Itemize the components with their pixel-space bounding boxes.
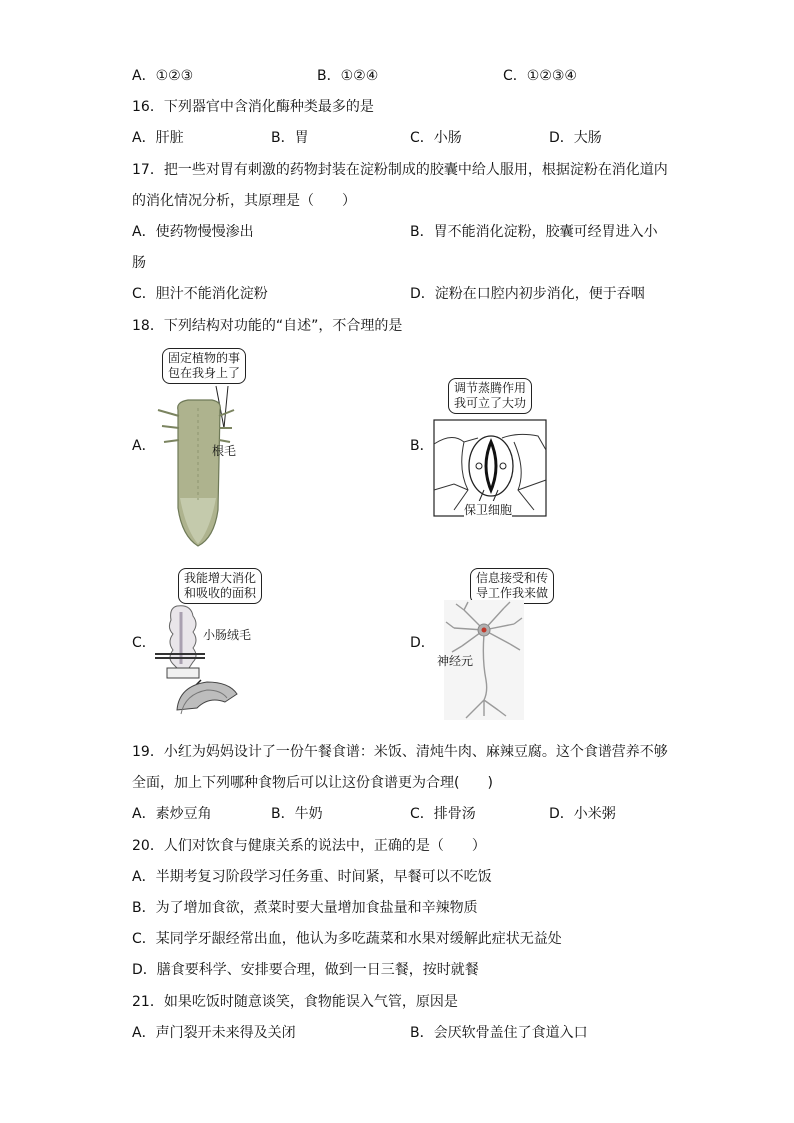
- q18-a-speech-bubble: [162, 348, 246, 384]
- q19-option-a[interactable]: A．素炒豆角: [132, 806, 212, 822]
- q18-d-speech-bubble: [470, 568, 554, 604]
- q20-stem: 20．人们对饮食与健康关系的说法中，正确的是（ ）: [132, 838, 486, 854]
- q18-option-a[interactable]: A．: [132, 438, 156, 454]
- q17-stem-line2: 的消化情况分析，其原理是（ ）: [132, 193, 356, 209]
- q18-c-bubble-line2: 和吸收的面积: [184, 586, 257, 600]
- q18-option-d[interactable]: D．: [410, 635, 435, 651]
- q20-option-b[interactable]: B．为了增加食欲，煮菜时要大量增加食盐量和辛辣物质: [132, 900, 478, 916]
- q16-option-a[interactable]: A．肝脏: [132, 130, 184, 146]
- villus-label: 小肠绒毛: [203, 628, 252, 642]
- q21-stem: 21．如果吃饭时随意谈笑，食物能误入气管，原因是: [132, 994, 458, 1010]
- q16-option-c[interactable]: C．小肠: [410, 130, 462, 146]
- q18-d-bubble-line2: 导工作我来做: [476, 586, 549, 600]
- q17-option-b[interactable]: B．胃不能消化淀粉，胶囊可经胃进入小: [410, 224, 658, 240]
- q19-stem-line1: 19．小红为妈妈设计了一份午餐食谱：米饭、清炖牛肉、麻辣豆腐。这个食谱营养不够: [132, 744, 668, 760]
- q21-option-a[interactable]: A．声门裂开未来得及关闭: [132, 1025, 296, 1041]
- q20-option-a[interactable]: A．半期考复习阶段学习任务重、时间紧，早餐可以不吃饭: [132, 869, 492, 885]
- q20-option-c[interactable]: C．某同学牙龈经常出血，他认为多吃蔬菜和水果对缓解此症状无益处: [132, 931, 562, 947]
- guard-cell-label: 保卫细胞: [464, 503, 513, 517]
- q18-a-bubble-line1: 固定植物的事: [168, 351, 241, 365]
- q18-b-speech-bubble: [448, 378, 532, 414]
- q18-c-bubble-line1: 我能增大消化: [184, 571, 257, 585]
- q19-option-b[interactable]: B．牛奶: [271, 806, 323, 822]
- neuron-label: 神经元: [437, 654, 474, 668]
- q18-option-b[interactable]: B．: [410, 438, 434, 454]
- q15-option-a[interactable]: A．①②③: [132, 68, 194, 84]
- q18-b-bubble-line1: 调节蒸腾作用: [454, 381, 527, 395]
- q19-option-c[interactable]: C．排骨汤: [410, 806, 476, 822]
- q19-option-d[interactable]: D．小米粥: [549, 806, 616, 822]
- q16-stem: 16．下列器官中含消化酶种类最多的是: [132, 99, 374, 115]
- q18-b-bubble-line2: 我可立了大功: [454, 396, 527, 410]
- q16-option-b[interactable]: B．胃: [271, 130, 309, 146]
- q18-option-c[interactable]: C．: [132, 635, 156, 651]
- q17-option-d[interactable]: D．淀粉在口腔内初步消化，便于吞咽: [410, 286, 645, 302]
- q17-option-b-wrap: 肠: [132, 255, 146, 271]
- q16-option-d[interactable]: D．大肠: [549, 130, 602, 146]
- q21-option-b[interactable]: B．会厌软骨盖住了食道入口: [410, 1025, 588, 1041]
- q18-d-bubble-line1: 信息接受和传: [476, 571, 549, 585]
- q18-stem: 18．下列结构对功能的“自述”，不合理的是: [132, 318, 403, 334]
- root-tip-illustration: [150, 380, 240, 550]
- q15-option-c[interactable]: C．①②③④: [503, 68, 577, 84]
- root-hair-label: 根毛: [212, 444, 237, 458]
- q17-stem-line1: 17．把一些对胃有刺激的药物封装在淀粉制成的胶囊中给人服用，根据淀粉在消化道内: [132, 162, 668, 178]
- q15-option-b[interactable]: B．①②④: [317, 68, 379, 84]
- q20-option-d[interactable]: D．膳食要科学、安排要合理，做到一日三餐，按时就餐: [132, 962, 479, 978]
- q17-option-a[interactable]: A．使药物慢慢渗出: [132, 224, 254, 240]
- q17-option-c[interactable]: C．胆汁不能消化淀粉: [132, 286, 268, 302]
- q19-stem-line2: 全面，加上下列哪种食物后可以让这份食谱更为合理( ): [132, 775, 493, 791]
- intestinal-villi-illustration: [155, 598, 245, 720]
- q18-a-bubble-line2: 包在我身上了: [168, 366, 241, 380]
